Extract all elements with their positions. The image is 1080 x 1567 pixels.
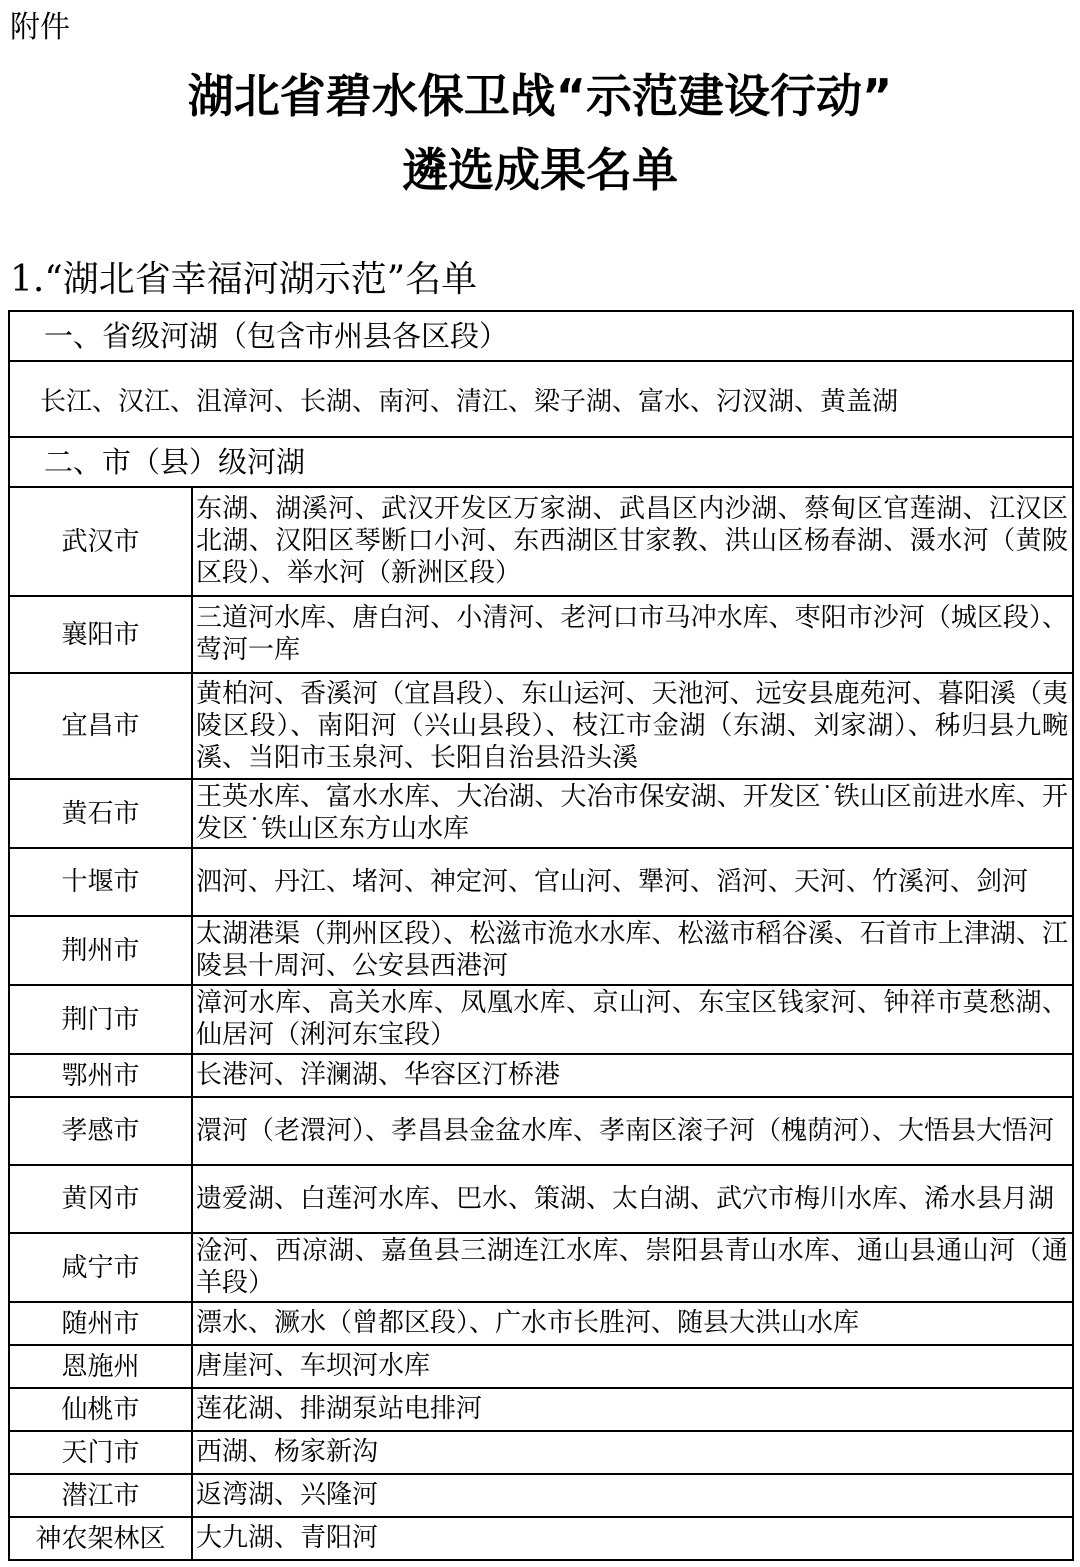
rivers-cell: 淦河、西凉湖、嘉鱼县三湖连江水库、崇阳县青山水库、通山县通山河（通羊段） [192,1233,1073,1302]
provincial-heading-row [9,311,1073,361]
table-row [9,1097,1073,1165]
city-cell: 恩施州 [9,1345,192,1388]
municipal-heading-row [9,437,1073,487]
table-row [9,848,1073,916]
table-row [9,1474,1073,1517]
city-cell: 孝感市 [9,1097,192,1165]
city-cell: 荆门市 [9,985,192,1054]
city-cell: 武汉市 [9,487,192,596]
rivers-cell: 莲花湖、排湖泵站电排河 [192,1388,1073,1431]
table-row [9,1165,1073,1233]
city-cell: 随州市 [9,1302,192,1345]
municipal-heading: 二、市（县）级河湖 [9,437,1073,487]
city-cell: 黄石市 [9,779,192,848]
provincial-list-row [9,361,1073,437]
city-cell: 咸宁市 [9,1233,192,1302]
rivers-cell: 东湖、湖溪河、武汉开发区万家湖、武昌区内沙湖、蔡甸区官莲湖、江汉区北湖、汉阳区琴断口小河、东西湖区甘家教、洪山区杨春湖、滠水河（黄陂区段）、举水河（新洲区段） [192,487,1073,596]
table-row [9,985,1073,1054]
rivers-cell: 长港河、洋澜湖、华容区汀桥港 [192,1054,1073,1097]
city-cell: 潜江市 [9,1474,192,1517]
table-row [9,673,1073,779]
table-row [9,1233,1073,1302]
table-row [9,487,1073,596]
provincial-river-list: 长江、汉江、沮漳河、长湖、南河、清江、梁子湖、富水、汈汊湖、黄盖湖 [9,361,1073,437]
rivers-cell: 黄柏河、香溪河（宜昌段）、东山运河、天池河、远安县鹿苑河、暮阳溪（夷陵区段）、南阳河（兴山县段）、枝江市金湖（东湖、刘家湖）、秭归县九畹溪、当阳市玉泉河、长阳自治县沿头溪 [192,673,1073,779]
city-cell: 宜昌市 [9,673,192,779]
city-cell: 仙桃市 [9,1388,192,1431]
rivers-cell: 泗河、丹江、堵河、神定河、官山河、犟河、滔河、天河、竹溪河、剑河 [192,848,1073,916]
table-row [9,1054,1073,1097]
table-row [9,916,1073,985]
table-row [9,1517,1073,1560]
city-cell: 十堰市 [9,848,192,916]
document-subtitle: 遴选成果名单 [402,143,678,197]
table-row [9,1302,1073,1345]
rivers-cell: 大九湖、青阳河 [192,1517,1073,1560]
table-row [9,779,1073,848]
table-row [9,1431,1073,1474]
section-heading: 1.“湖北省幸福河湖示范”名单 [10,259,478,300]
city-cell: 鄂州市 [9,1054,192,1097]
rivers-cell: 王英水库、富水水库、大冶湖、大冶市保安湖、开发区˙铁山区前进水库、开发区˙铁山区东方山水库 [192,779,1073,848]
rivers-cell: 澴河（老澴河）、孝昌县金盆水库、孝南区滚子河（槐荫河）、大悟县大悟河 [192,1097,1073,1165]
city-cell: 黄冈市 [9,1165,192,1233]
table-row [9,596,1073,673]
rivers-cell: 太湖港渠（荆州区段）、松滋市洈水水库、松滋市稻谷溪、石首市上津湖、江陵县十周河、公安县西港河 [192,916,1073,985]
rivers-cell: 三道河水库、唐白河、小清河、老河口市马冲水库、枣阳市沙河（城区段）、莺河一库 [192,596,1073,673]
rivers-cell: 漂水、㵐水（曾都区段）、广水市长胜河、随县大洪山水库 [192,1302,1073,1345]
city-cell: 神农架林区 [9,1517,192,1560]
rivers-cell: 漳河水库、高关水库、凤凰水库、京山河、东宝区钱家河、钟祥市莫愁湖、仙居河（浰河东宝段） [192,985,1073,1054]
provincial-heading: 一、省级河湖（包含市州县各区段） [9,311,1073,361]
rivers-cell: 遗爱湖、白莲河水库、巴水、策湖、太白湖、武穴市梅川水库、浠水县月湖 [192,1165,1073,1233]
rivers-cell: 西湖、杨家新沟 [192,1431,1073,1474]
city-cell: 襄阳市 [9,596,192,673]
rivers-cell: 返湾湖、兴隆河 [192,1474,1073,1517]
rivers-cell: 唐崖河、车坝河水库 [192,1345,1073,1388]
attachment-label: 附件 [10,10,70,45]
model-rivers-table [8,310,1074,1561]
table-row [9,1388,1073,1431]
model-rivers-table-body [9,311,1073,1560]
city-cell: 天门市 [9,1431,192,1474]
table-row [9,1345,1073,1388]
city-cell: 荆州市 [9,916,192,985]
document-title: 湖北省碧水保卫战“示范建设行动” [187,69,893,123]
